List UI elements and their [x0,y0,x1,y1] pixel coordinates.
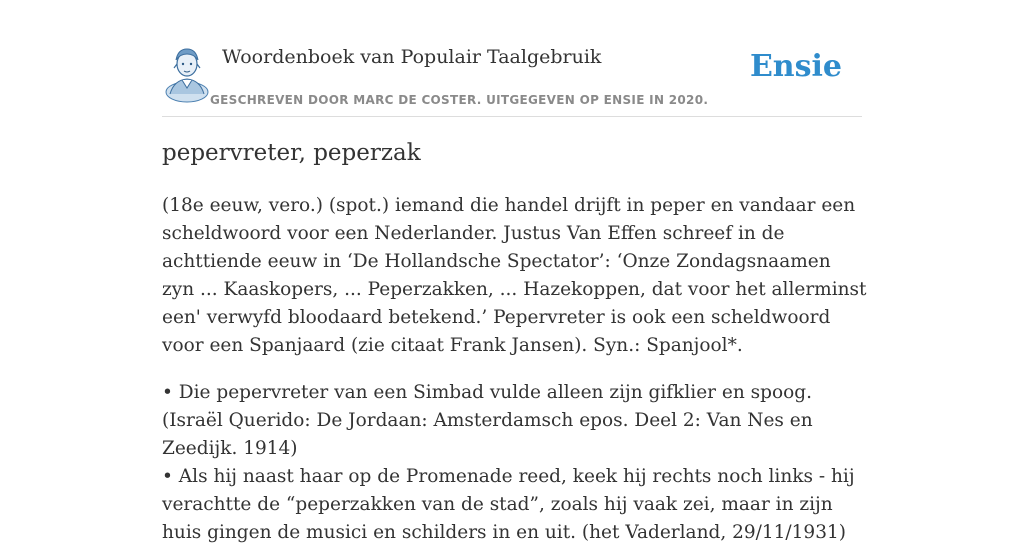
site-header [162,0,862,117]
citation-list [162,379,867,547]
citation-item: • Die pepervreter van een Simbad vulde alleen zijn gifklier en spoog. (Israël Querido: De Jordaan: Amsterdamsch epos. Deel 2: Van Nes en Zeedijk. 1914) [162,382,813,459]
citation-item: • Als hij naast haar op de Promenade reed, keek hij rechts noch links - hij verachtte de “peperzakken van de stad”, zoals hij vaak zei, maar in zijn huis gingen de musici en schilders in en uit. (het Vaderland, 29/11/1931) [162,466,855,543]
entry-definition: (18e eeuw, vero.) (spot.) iemand die handel drijft in peper en vandaar een scheldwoord voor een Nederlander. Justus Van Effen schreef in de achttiende eeuw in ‘De Hollandsche Spectator’: ‘Onze Zondagsnaamen zyn ... Kaaskopers, ... Peperzakken, ... Hazekoppen, dat voor het allerminst een' verwyfd bloodaard betekend.’ Pepervreter is ook een scheldwoord voor een Spanjaard (zie citaat Frank Jansen). Syn.: Spanjool*. [162,195,867,356]
ensie-logo[interactable]: Ensie [749,49,842,84]
author-portrait-icon[interactable] [164,44,210,96]
entry-term: pepervreter, peperzak [162,140,421,166]
byline: GESCHREVEN DOOR MARC DE COSTER. UITGEGEVEN OP ENSIE IN 2020. [210,93,709,107]
book-title[interactable]: Woordenboek van Populair Taalgebruik [222,46,602,68]
